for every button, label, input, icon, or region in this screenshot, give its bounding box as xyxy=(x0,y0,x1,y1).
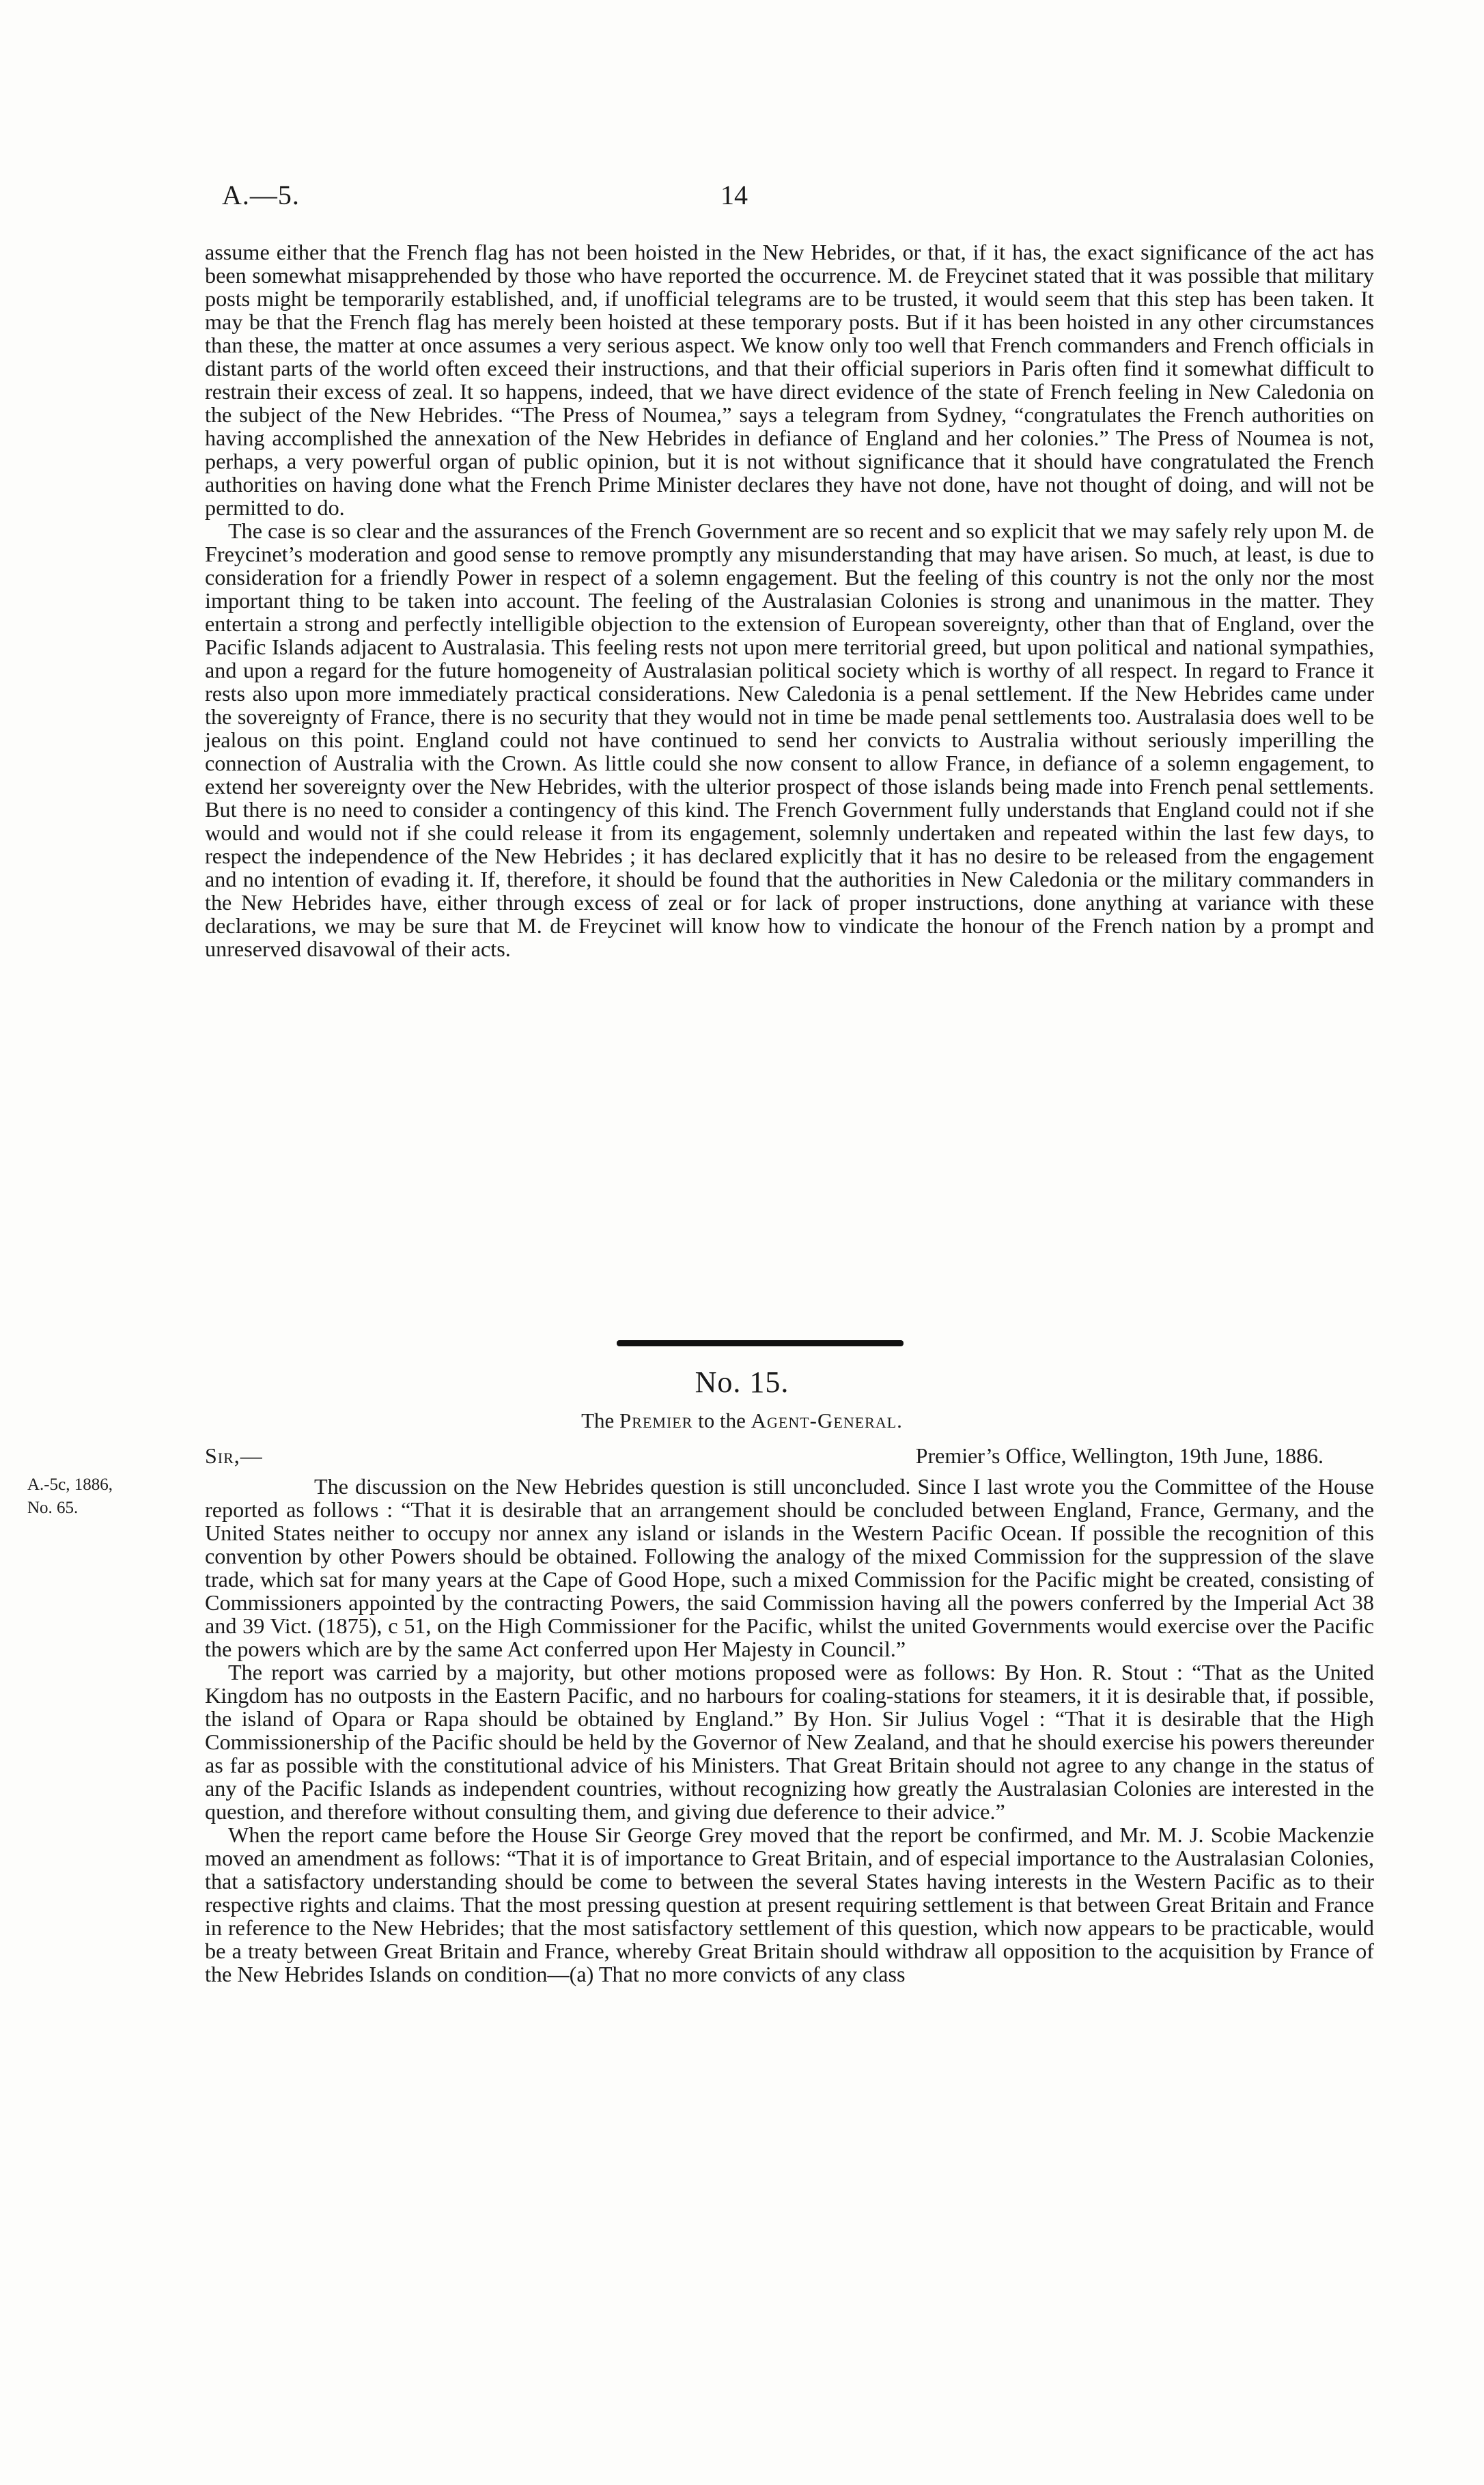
article-body xyxy=(205,240,1374,960)
document-reference: A.—5. xyxy=(222,180,300,210)
heading-the: The xyxy=(581,1408,615,1432)
page-number: 14 xyxy=(720,180,748,210)
letter-heading xyxy=(0,1408,1484,1433)
heading-to: to the xyxy=(698,1408,746,1432)
paragraph: The report was carried by a majority, but other motions proposed were as follows: By Hon. R. Stout : “That as the United Kingdom has no outposts in the Eastern Pacific, and no harbours for coaling-stations for steamers, it it is desirable that, if possible, the island of Opara or Rapa should be obtained by England.” By Hon. Sir Julius Vogel : “That it is desirable that the High Commissionership of the Pacific should be held by the Governor of New Zealand, and that he should exercise his powers thereunder as far as possible with the constitutional advice of his Ministers. That Great Britain should not agree to any change in the status of any of the Pacific Islands as independent countries, without recognizing how greatly the Australasian Colonies are interested in the question, and therefore without consulting them, and giving due deference to their advice.” xyxy=(205,1660,1374,1824)
margin-reference-line: No. 65. xyxy=(27,1499,79,1517)
paragraph: When the report came before the House Sir George Grey moved that the report be confirmed, and Mr. M. J. Scobie Mackenzie moved an amendment as follows: “That it is of importance to Great Britain, and of especial importance to the Australasian Colonies, that a satisfactory understanding should be come to between the several States having interests in the Western Pacific as to their respective rights and claims. That the most pressing question at present requiring settlement is that between Great Britain and France in reference to the New Hebrides; that the most satisfactory settlement of this question, which now appears to be practicable, would be a treaty between Great Britain and France, whereby Great Britain should withdraw all opposition to the acquisition by France of the New Hebrides Islands on condition—(a) That no more convicts of any class xyxy=(205,1822,1374,1986)
section-divider xyxy=(617,1340,904,1346)
paragraph: The case is so clear and the assurances of the French Government are so recent and so explicit that we may safely rely upon M. de Freycinet’s moderation and good sense to remove promptly any misunderstanding that may have arisen. So much, at least, is due to consideration for a friendly Power in respect of a solemn engagement. But the feeling of this country is not the only nor the most important thing to be taken into account. The feeling of the Australasian Colonies is strong and unanimous in the matter. They entertain a strong and perfectly intelligible objection to the extension of European sovereignty, other than that of England, over the Pacific Islands adjacent to Australasia. This feeling rests not upon mere territorial greed, but upon political and national sympathies, and upon a regard for the future homogeneity of Australasian political society which is worthy of all respect. In regard to France it rests also upon more immediately practical considerations. New Caledonia is a penal settlement. If the New Hebrides came under the sovereignty of France, there is no security that they would not in time be made penal settlements too. Australasia does well to be jealous on this point. England could not have continued to send her convicts to Australia without seriously imperilling the connection of Australia with the Crown. As little could she now consent to allow France, in defiance of a solemn engagement, to extend her sovereignty over the New Hebrides, with the ulterior prospect of those islands being made into French penal settlements. But there is no need to consider a contingency of this kind. The French Government fully understands that England could not if she would and would not if she could release it from its engagement, solemnly undertaken and repeated within the last few days, to respect the independence of the New Hebrides ; it has declared explicitly that it has no desire to be released from the engagement and no intention of evading it. If, therefore, it should be found that the authorities in New Caledonia or the military commanders in the New Hebrides have, either through excess of zeal or for lack of proper instructions, done anything at variance with these declarations, we may be sure that M. de Freycinet will know how to vindicate the honour of the French nation by a prompt and unreserved disavowal of their acts. xyxy=(205,518,1374,961)
margin-reference-line: A.-5c, 1886, xyxy=(27,1475,113,1494)
section-number: No. 15. xyxy=(695,1365,789,1399)
margin-reference xyxy=(27,1473,113,1520)
letter-body xyxy=(205,1475,1374,1986)
letter-sender: Premier xyxy=(619,1408,693,1432)
paragraph: The discussion on the New Hebrides question is still unconcluded. Since I last wrote you the Committee of the House reported as follows : “That it is desirable that an arrangement should be concluded between England, France, Germany, and the United States neither to occupy nor annex any island or islands in the Western Pacific Ocean. If possible the recognition of this convention by other Powers should be obtained. Following the analogy of the mixed Commission for the suppression of the slave trade, which sat for many years at the Cape of Good Hope, such a mixed Commission for the Pacific might be created, consisting of Commissioners appointed by the contracting Powers, the said Commission having all the powers conferred by the Imperial Act 38 and 39 Vict. (1875), c 51, on the High Commissioner for the Pacific, whilst the united Governments would exercise over the Pacific the powers which are by the same Act conferred upon Her Majesty in Council.” xyxy=(205,1474,1374,1661)
letter-recipient: Agent-General. xyxy=(751,1408,903,1432)
dateline: Premier’s Office, Wellington, 19th June, 1886. xyxy=(915,1443,1324,1468)
paragraph: assume either that the French flag has not been hoisted in the New Hebrides, or that, if it has, the exact significance of the act has been somewhat misapprehended by those who have reported the occurrence. M. de Freycinet stated that it was possible that military posts might be temporarily established, and, if unofficial telegrams are to be trusted, it would seem that this step has been taken. It may be that the French flag has merely been hoisted at these temporary posts. But if it has been hoisted in any other circumstances than these, the matter at once assumes a very serious aspect. We know only too well that French commanders and French officials in distant parts of the world often exceed their instructions, and that their official superiors in Paris often find it somewhat difficult to restrain their excess of zeal. It so happens, indeed, that we have direct evidence of the state of French feeling in New Caledonia on the subject of the New Hebrides. “The Press of Noumea,” says a telegram from Sydney, “congratulates the French authorities on having accomplished the annexation of the New Hebrides in defiance of England and her colonies.” The Press of Noumea is not, perhaps, a very powerful organ of public opinion, but it is not without significance that it should have congratulated the French authorities on having done what the French Prime Minister declares they have not done, have not thought of doing, and will not be permitted to do. xyxy=(205,240,1374,520)
salutation: Sir,— xyxy=(205,1443,263,1468)
